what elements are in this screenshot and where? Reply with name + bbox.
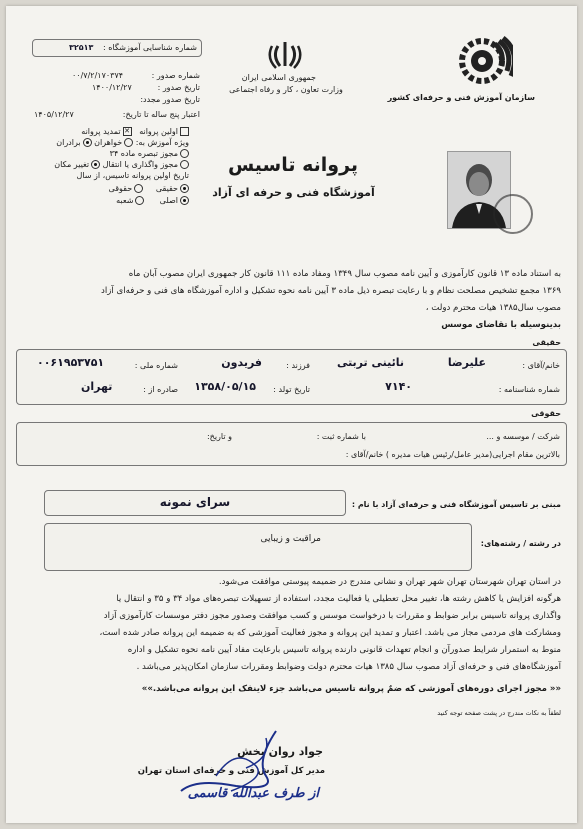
surname-value: نائینی تربتی bbox=[336, 356, 404, 369]
intro-line3: مصوب سال۱۳۸۵ هیات محترم دولت ، bbox=[425, 303, 561, 313]
sisters-label: خواهران bbox=[94, 138, 123, 147]
issue-date-value: ۱۴۰۰/۱۲/۲۷ bbox=[92, 83, 132, 92]
agree-label: مبنی بر تاسیس آموزشگاه فنی و حرفه‌ای آزاد با نام : bbox=[351, 500, 561, 509]
name-value: علیرضا bbox=[447, 356, 486, 369]
branch-radio[interactable] bbox=[135, 196, 144, 205]
org-name: سازمان آموزش فنی و حرفه‌ای کشور bbox=[387, 93, 535, 102]
main-radio[interactable] bbox=[180, 196, 189, 205]
org-logo bbox=[451, 36, 513, 86]
body-line2: هرگونه افزایش یا کاهش رشته ها، تغییر محل تعطیلی یا فعالیت مجدد، استفاده از تسهیلات تبصره‌های مواد ۳۴ و ۳۵ و انتقال یا bbox=[116, 594, 561, 604]
legal-section-label: حقوقی bbox=[531, 409, 561, 418]
issue-date-label: تاریخ صدور : bbox=[157, 83, 200, 92]
reg-no-label: شماره شناسایی آموزشگاه : bbox=[103, 43, 197, 52]
legal-date-label: و تاریخ: bbox=[206, 432, 232, 441]
license-type-row3 bbox=[110, 148, 189, 159]
gear-logo-icon bbox=[451, 36, 513, 86]
birth-label: تاریخ تولد : bbox=[273, 385, 310, 394]
father-value: فریدون bbox=[221, 356, 262, 369]
brothers-label: برادران bbox=[56, 138, 81, 147]
change-location-radio[interactable] bbox=[91, 160, 100, 169]
id-label: شماره شناسنامه : bbox=[498, 385, 560, 394]
validity-label: اعتبار پنج ساله تا تاریخ: bbox=[122, 110, 200, 119]
body-line4: ومشارکت های مردمی مجاز می باشد. اعتبار و تمدید این پروانه و مجوز فعالیت آموزشی که به ضمیمه این پروانه صادر شده است، bbox=[99, 628, 561, 638]
field-label: در رشته / رشته‌های: bbox=[480, 539, 561, 548]
body-line5: منوط به استمرار شرایط صدورآن و انجام تعهدات قانونی دارنده پروانه تاسیس بارعایت مفاد آیین نامه نحوه تشکیل و اداره bbox=[127, 645, 561, 655]
license-type-row1 bbox=[81, 126, 189, 137]
id-value: ۷۱۴۰ bbox=[385, 380, 412, 393]
first-license-checkbox[interactable] bbox=[180, 127, 189, 136]
first-license-label: اولین پروانه bbox=[139, 127, 178, 136]
title-sub: آموزشگاه فنی و حرفه ای آزاد bbox=[212, 186, 375, 199]
real-section-label: حقیقی bbox=[532, 338, 561, 347]
issued-value: تهران bbox=[81, 380, 113, 393]
body-line3: واگذاری پروانه تاسیس برابر ضوابط و مقررات با درخواست موسس و کسب موافقت وصدور مجوز دفتر موسسات کارآموزی آزاد bbox=[103, 611, 561, 621]
transfer-radio[interactable] bbox=[180, 160, 189, 169]
permit34-label: مجوز تبصره ماده ۳۴ bbox=[109, 149, 178, 158]
name-label: خانم/آقای : bbox=[522, 361, 560, 370]
brothers-radio[interactable] bbox=[83, 138, 92, 147]
sisters-radio[interactable] bbox=[124, 138, 133, 147]
intro-line2: ۱۳۶۹ مجمع تشخیص مصلحت نظام و با رعایت تبصره ذیل ماده ۳ آیین نامه نحوه تشکیل و اداره آموزشگاه های فنی و حرفه‌ای آزاد bbox=[101, 286, 561, 296]
child-label: فرزند : bbox=[286, 361, 310, 370]
intro-line1: به استناد ماده ۱۳ قانون کارآموزی و آیین نامه مصوب سال ۱۳۴۹ ومفاد ماده ۱۱۱ قانون کار جمهوری ایران مصوب آبان ماه bbox=[128, 269, 561, 279]
school-name-value: سرای نمونه bbox=[159, 495, 231, 509]
company-label: شرکت / موسسه و ... bbox=[486, 432, 560, 441]
school-name-box bbox=[44, 490, 346, 516]
main-label: اصلی bbox=[159, 196, 178, 205]
manager-label: بالاترین مقام اجرایی(مدیر عامل/رئیس هیات مدیره ) خانم/آقای : bbox=[345, 450, 560, 459]
iran-emblem-icon bbox=[268, 40, 302, 70]
license-type-row7 bbox=[116, 195, 189, 206]
body-line1: در استان تهران شهرستان تهران شهر تهران و نشانی مندرج در ضمیمه پیوستی موافقت می‌شود. bbox=[218, 577, 561, 587]
issue-number-value: ۰۰/۷/۲/۱۷۰۳۷۴ bbox=[72, 71, 124, 80]
signer-name: جواد روان بخش bbox=[237, 745, 323, 758]
signature-scribble-icon bbox=[156, 726, 296, 806]
license-document bbox=[6, 6, 577, 823]
legal-radio[interactable] bbox=[134, 184, 143, 193]
legal-reg-label: با شماره ثبت : bbox=[316, 432, 366, 441]
reg-no-value: ۳۲۵۱۳ bbox=[69, 43, 94, 52]
national-value: ۰۰۶۱۹۵۳۷۵۱ bbox=[37, 356, 105, 369]
renew-license-label: تمدید پروانه bbox=[81, 127, 121, 136]
change-location-label: تغییر مکان bbox=[54, 160, 90, 169]
body-line6: آموزشگاه‌های فنی و حرفه‌ای آزاد مصوب سال ۱۳۸۵ هیات محترم دولت وضوابط ومقررات سازمان امکان‌پذیر می‌باشد . bbox=[136, 662, 561, 672]
renew-license-checkbox[interactable]: ✕ bbox=[124, 127, 130, 135]
legal-box bbox=[16, 422, 567, 466]
legal-label: حقوقی bbox=[108, 184, 133, 193]
license-type-row6 bbox=[109, 183, 189, 194]
transfer-label: مجوز واگذاری یا انتقال bbox=[102, 160, 178, 169]
field-box bbox=[44, 523, 472, 571]
first-issue-label: تاریخ اولین پروانه تاسیس، از سال bbox=[76, 171, 189, 180]
permit34-radio[interactable] bbox=[180, 149, 189, 158]
stamp-icon bbox=[493, 194, 533, 234]
validity-value: ۱۴۰۵/۱۲/۲۷ bbox=[34, 110, 74, 119]
gov-line1: جمهوری اسلامی ایران bbox=[241, 73, 316, 82]
real-radio[interactable] bbox=[180, 184, 189, 193]
license-type-row2 bbox=[56, 137, 189, 148]
reg-number-box bbox=[32, 39, 202, 57]
real-label: حقیقی bbox=[155, 184, 178, 193]
title-main: پروانه تاسیس bbox=[227, 154, 359, 176]
signer-title: مدیر کل آموزش فنی و حرفه‌ای استان تهران bbox=[137, 766, 325, 776]
branch-label: شعبه bbox=[116, 196, 134, 205]
field-value: مراقبت و زیبایی bbox=[260, 534, 321, 544]
renew-date-label: تاریخ صدور مجدد: bbox=[140, 95, 200, 104]
license-type-row4 bbox=[54, 159, 189, 170]
special-label: ویژه آموزش به: bbox=[135, 138, 189, 147]
person-box bbox=[16, 349, 567, 405]
issue-number-label: شماره صدور : bbox=[151, 71, 200, 80]
intro-line4: بدینوسیله با تقاضای موسس bbox=[441, 320, 561, 330]
birth-value: ۱۳۵۸/۰۵/۱۵ bbox=[194, 380, 256, 393]
gov-line2: وزارت تعاون ، کار و رفاه اجتماعی bbox=[229, 85, 343, 94]
handwritten-signature-text: از طرف عبدالله قاسمی bbox=[187, 786, 319, 801]
back-note: لطفاً به نکات مندرج در پشت صفحه توجه کنید bbox=[437, 709, 561, 717]
issued-label: صادره از : bbox=[143, 385, 178, 394]
national-label: شماره ملی : bbox=[134, 361, 178, 370]
body-line7: «« مجوز اجرای دوره‌های آموزشی که ضمٌ پروانه تاسیس می‌باشد جزء لاینفک این پروانه می‌باشد.»» bbox=[141, 684, 561, 694]
